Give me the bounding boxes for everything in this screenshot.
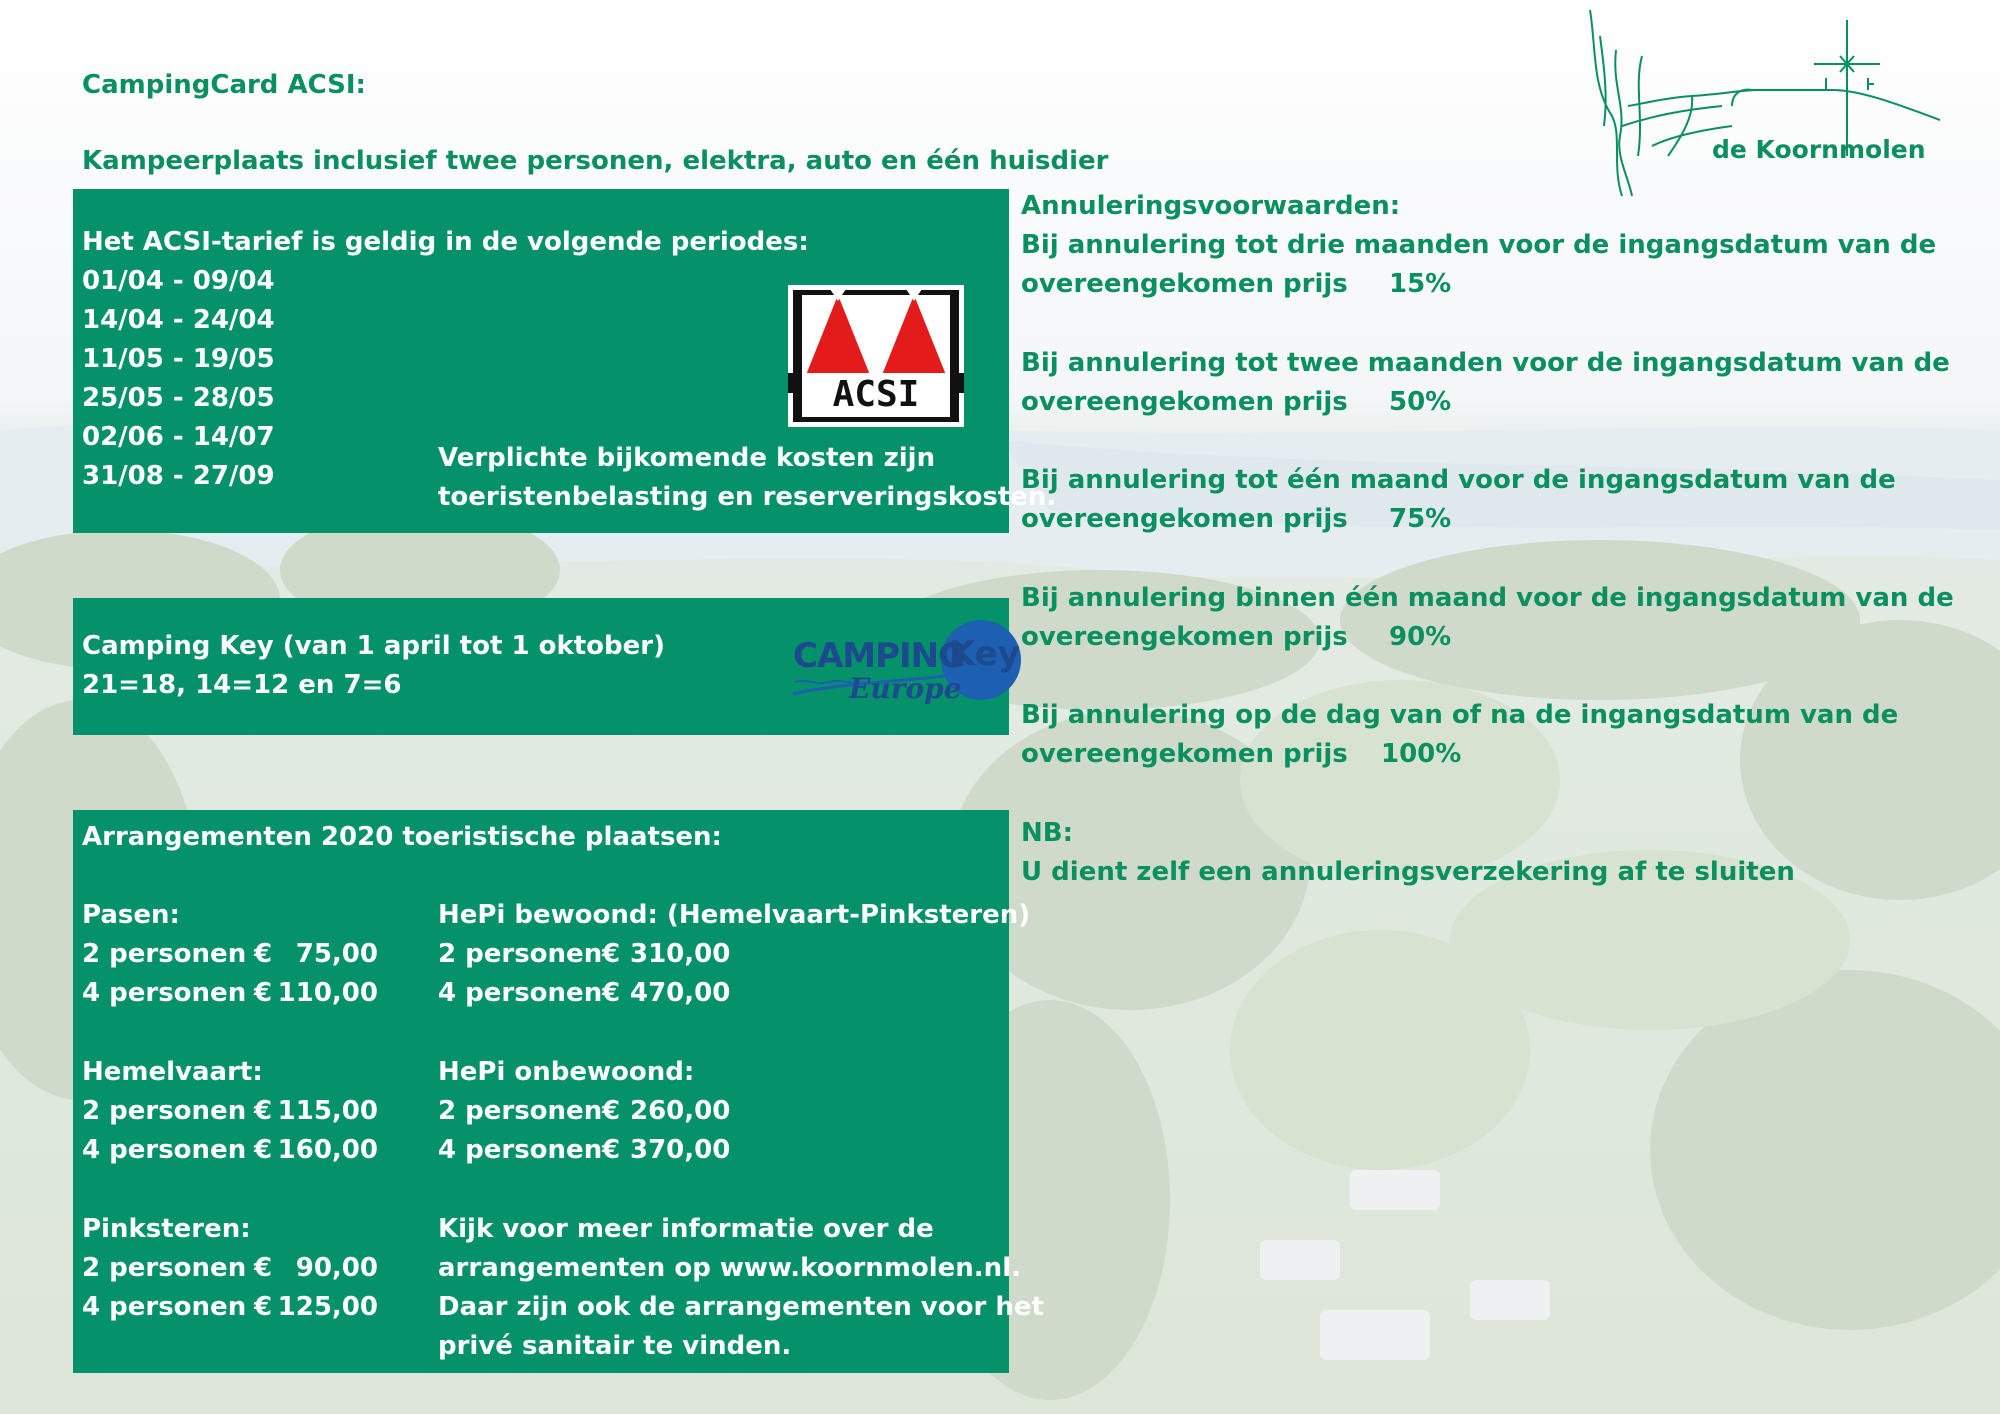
cancellation-line: Bij annulering op de dag van of na de ingangsdatum van de (1021, 700, 1899, 730)
cancellation-line: Bij annulering binnen één maand voor de ingangsdatum van de (1021, 583, 1954, 613)
acsi-heading: Het ACSI-tarief is geldig in de volgende periodes: (82, 227, 809, 257)
arrangement-row: 2 personen € 115,00 (82, 1096, 378, 1126)
acsi-period: 25/05 - 28/05 (82, 383, 275, 413)
info-line: arrangementen op www.koornmolen.nl. (438, 1253, 1021, 1283)
page-subtitle: Kampeerplaats inclusief twee personen, elektra, auto en één huisdier (82, 146, 1109, 176)
arrangements-heading: Arrangementen 2020 toeristische plaatsen: (82, 822, 722, 852)
cancellation-line: Bij annulering tot drie maanden voor de ingangsdatum van de (1021, 230, 1937, 260)
camping-key-box (73, 598, 1020, 735)
arrangement-name: Pinksteren: (82, 1214, 251, 1244)
arrangement-row: 4 personen € 470,00 (438, 978, 731, 1008)
info-line: privé sanitair te vinden. (438, 1331, 792, 1361)
arrangement-row: 4 personen € 370,00 (438, 1135, 731, 1165)
cancellation-line: overeengekomen prijs 90% (1021, 622, 1452, 652)
arrangement-row: 2 personen € 90,00 (82, 1253, 378, 1283)
acsi-period: 11/05 - 19/05 (82, 344, 275, 374)
arrangement-name: HePi bewoond: (Hemelvaart-Pinksteren) (438, 900, 1031, 930)
page-title: CampingCard ACSI: (82, 70, 366, 100)
cancellation-line: overeengekomen prijs 50% (1021, 387, 1452, 417)
arrangement-name: HePi onbewoond: (438, 1057, 695, 1087)
arrangement-row: 2 personen € 260,00 (438, 1096, 731, 1126)
acsi-logo-text: ACSI (832, 374, 920, 415)
koornmolen-logo (1582, 6, 1942, 206)
arrangement-name: Pasen: (82, 900, 180, 930)
cancellation-line: Bij annulering tot één maand voor de ingangsdatum van de (1021, 465, 1896, 495)
acsi-period: 31/08 - 27/09 (82, 461, 275, 491)
camping-key-logo (713, 612, 1043, 722)
cancellation-heading: Annuleringsvoorwaarden: (1021, 191, 1401, 221)
camping-key-logo-word2: Key (949, 634, 1020, 674)
info-line: Daar zijn ook de arrangementen voor het (438, 1292, 1044, 1322)
arrangement-row: 2 personen € 310,00 (438, 939, 731, 969)
camping-key-line2: 21=18, 14=12 en 7=6 (82, 670, 402, 700)
info-line: Kijk voor meer informatie over de (438, 1214, 934, 1244)
acsi-tariff-box (73, 189, 1057, 533)
camping-key-logo-word3: Europe (849, 672, 962, 705)
arrangement-name: Hemelvaart: (82, 1057, 263, 1087)
cancellation-line: overeengekomen prijs 75% (1021, 504, 1452, 534)
brand-name: de Koornmolen (1712, 135, 1926, 164)
acsi-note-line2: toeristenbelasting en reserveringskosten. (438, 482, 1057, 512)
cancellation-line: overeengekomen prijs 100% (1021, 739, 1462, 769)
camping-key-logo-word1: CAMPING (793, 636, 966, 676)
arrangement-row: 4 personen € 110,00 (82, 978, 378, 1008)
nb-text: U dient zelf een annuleringsverzekering af te sluiten (1021, 857, 1795, 887)
windmill-icon (1582, 6, 1942, 206)
acsi-logo (788, 285, 964, 427)
camping-key-line1: Camping Key (van 1 april tot 1 oktober) (82, 631, 665, 661)
acsi-note-line1: Verplichte bijkomende kosten zijn (438, 443, 936, 473)
acsi-period: 02/06 - 14/07 (82, 422, 275, 452)
arrangements-box (73, 810, 1044, 1373)
arrangement-row: 4 personen € 160,00 (82, 1135, 378, 1165)
acsi-period: 14/04 - 24/04 (82, 305, 275, 335)
arrangement-row: 2 personen € 75,00 (82, 939, 378, 969)
cancellation-line: Bij annulering tot twee maanden voor de ingangsdatum van de (1021, 348, 1950, 378)
cancellation-line: overeengekomen prijs 15% (1021, 269, 1452, 299)
acsi-period: 01/04 - 09/04 (82, 266, 275, 296)
arrangement-row: 4 personen € 125,00 (82, 1292, 378, 1322)
nb-label: NB: (1021, 818, 1073, 848)
